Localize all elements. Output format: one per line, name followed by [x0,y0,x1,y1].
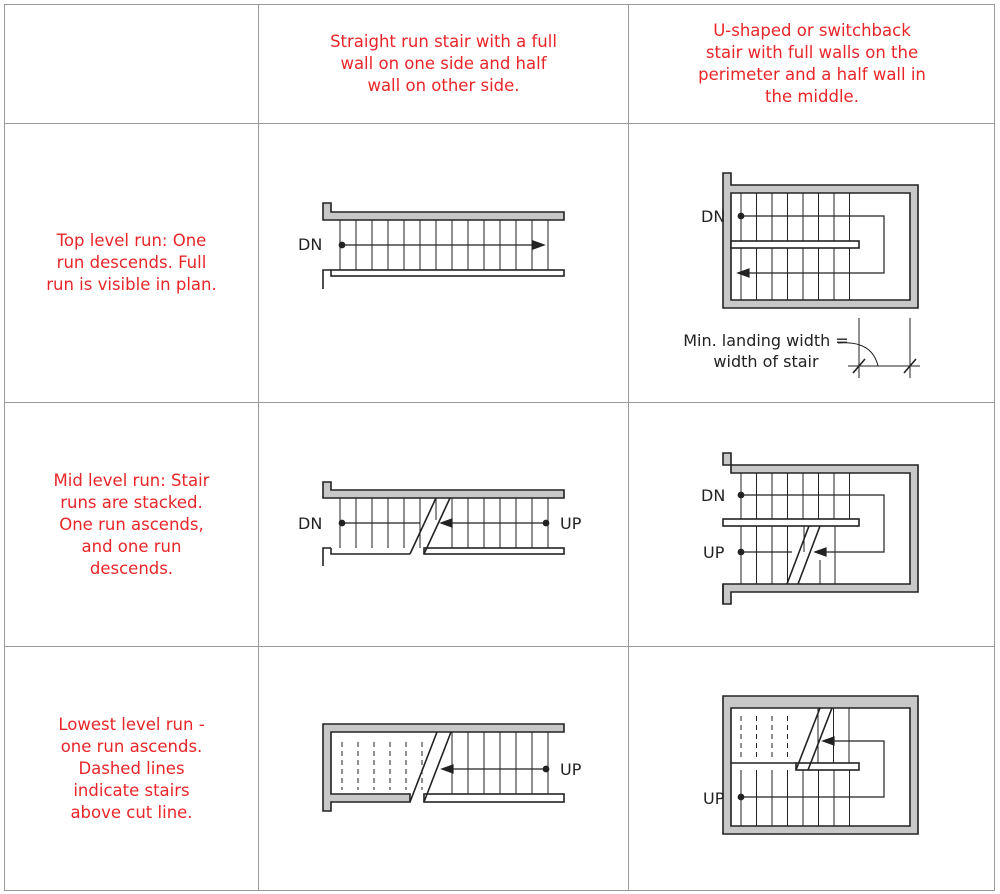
row-header-mid-level: Mid level run: Stair runs are stacked. One run ascends, and one run descends. [53,470,210,578]
up-label: UP [703,543,725,562]
up-label: UP [560,514,582,533]
dn-label: DN [298,514,323,533]
dn-label: DN [701,207,726,226]
column-header-u-shaped: U-shaped or switchback stair with full walls on the perimeter and a half wall in the middle. [698,21,926,106]
up-label: UP [703,789,725,808]
dn-label: DN [298,235,323,254]
up-label: UP [560,760,582,779]
row-header-lowest-level: Lowest level run - one run ascends. Dashed lines indicate stairs above cut line. [58,714,205,822]
column-header-straight-run: Straight run stair with a full wall on one side and half wall on other side. [330,32,557,95]
min-landing-width-note: Min. landing width = width of stair [683,331,849,371]
dn-label: DN [701,486,726,505]
row-header-top-level: Top level run: One run descends. Full run is visible in plan. [46,231,217,294]
